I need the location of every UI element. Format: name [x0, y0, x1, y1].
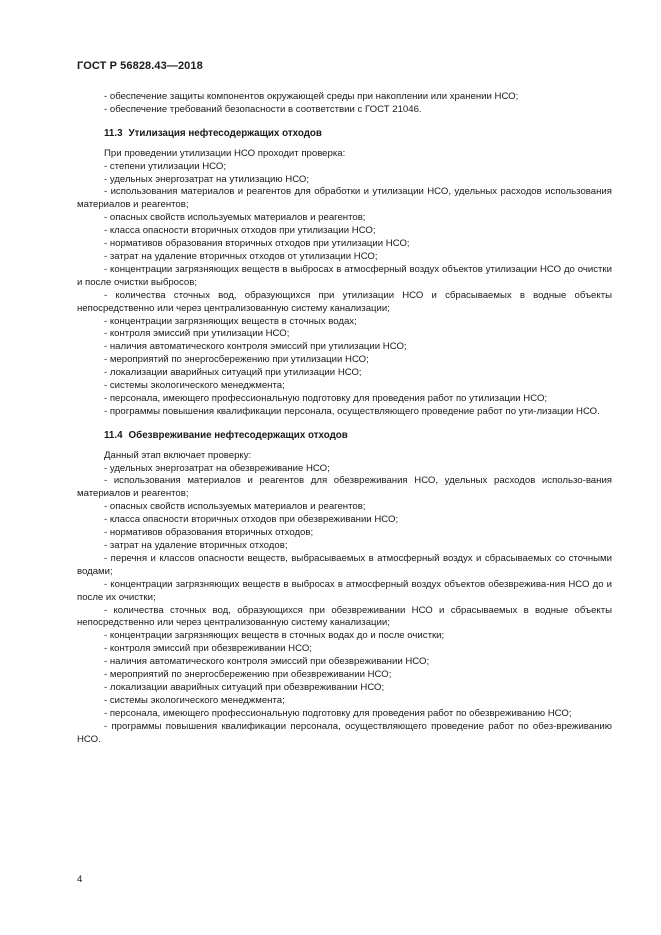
document-body [77, 91, 612, 747]
section-intro: При проведении утилизации НСО проходит проверка: [104, 147, 346, 159]
list-item: - контроля эмиссий при утилизации НСО; [104, 328, 290, 340]
list-item: - локализации аварийных ситуаций при обезвреживании НСО; [104, 681, 385, 693]
list-item: - степени утилизации НСО; [104, 160, 227, 172]
intro-list [77, 91, 612, 117]
list-item: - мероприятий по энергосбережению при обезвреживании НСО; [104, 669, 392, 681]
list-item: - использования материалов и реагентов для обработки и утилизации НСО, удельных расходов использования материалов и реагентов; [77, 186, 612, 211]
page-number: 4 [77, 874, 83, 885]
list-item: - удельных энергозатрат на утилизацию НСО; [104, 173, 310, 185]
list-item: - контроля эмиссий при обезвреживании НСО; [104, 643, 312, 655]
list-item: - класса опасности вторичных отходов при обезвреживании НСО; [104, 514, 399, 526]
section-heading-11-4 [77, 430, 612, 443]
document-header: ГОСТ Р 56828.43—2018 [77, 60, 203, 72]
list-item: - количества сточных вод, образующихся при обезвреживании НСО и сбрасываемых в водные объекты непосредственно или через централизованную систему канализации; [77, 604, 612, 629]
list-item: - опасных свойств используемых материалов и реагентов; [104, 212, 366, 224]
section-number: 11.4 [104, 429, 123, 441]
list-item: - программы повышения квалификации персонала, осуществляющего проведение работ по ути-лизации НСО. [104, 405, 600, 417]
list-item: - персонала, имеющего профессиональную подготовку для проведения работ по обезвреживанию НСО; [104, 707, 572, 719]
section-title: Утилизация нефтесодержащих отходов [128, 127, 322, 139]
list-item: - нормативов образования вторичных отходов при утилизации НСО; [104, 238, 410, 250]
list-item: - концентрации загрязняющих веществ в сточных водах; [104, 315, 357, 327]
list-item: - локализации аварийных ситуаций при утилизации НСО; [104, 367, 362, 379]
list-item: - мероприятий по энергосбережению при утилизации НСО; [104, 354, 369, 366]
list-item: - системы экологического менеджмента; [104, 380, 285, 392]
list-item: - класса опасности вторичных отходов при утилизации НСО; [104, 225, 376, 237]
list-item: - количества сточных вод, образующихся при утилизации НСО и сбрасываемых в водные объекты непосредственно или через централизованную систему канализации; [77, 289, 612, 314]
list-item: - концентрации загрязняющих веществ в выбросах в атмосферный воздух объектов обезврежива-ния НСО до и после их очистки; [77, 578, 612, 603]
section-11-3-list [77, 161, 612, 419]
list-item: - системы экологического менеджмента; [104, 694, 285, 706]
list-item: - программы повышения квалификации персонала, осуществляющего проведение работ по обез-вреживанию НСО. [77, 720, 612, 745]
list-item: - опасных свойств используемых материалов и реагентов; [104, 501, 366, 513]
list-item: - обеспечение защиты компонентов окружающей среды при накоплении или хранении НСО; [104, 91, 519, 102]
list-item: - удельных энергозатрат на обезвреживание НСО; [104, 462, 330, 474]
list-item: - наличия автоматического контроля эмиссий при утилизации НСО; [104, 341, 407, 353]
list-item: - затрат на удаление вторичных отходов от утилизации НСО; [104, 250, 378, 262]
list-item: - концентрации загрязняющих веществ в выбросах в атмосферный воздух объектов утилизации НСО до очистки и после очистки выбросов; [77, 263, 612, 288]
list-item: - наличия автоматического контроля эмиссий при обезвреживании НСО; [104, 656, 430, 668]
list-item: - концентрации загрязняющих веществ в сточных водах до и после очистки; [104, 630, 445, 642]
section-heading-11-3 [77, 128, 612, 141]
section-title: Обезвреживание нефтесодержащих отходов [128, 429, 348, 441]
list-item: - нормативов образования вторичных отходов; [104, 527, 314, 539]
section-11-4-list [77, 463, 612, 747]
list-item: - персонала, имеющего профессиональную подготовку для проведения работ по утилизации НСО; [104, 392, 548, 404]
section-intro: Данный этап включает проверку: [104, 449, 252, 461]
section-number: 11.3 [104, 127, 123, 139]
list-item: - затрат на удаление вторичных отходов; [104, 540, 288, 551]
list-item: - перечня и классов опасности веществ, выбрасываемых в атмосферный воздух и сбрасываемых со сточными водами; [77, 552, 612, 577]
list-item: - использования материалов и реагентов для обезвреживания НСО, удельных расходов использо-вания материалов и реагентов; [77, 475, 612, 500]
list-item: - обеспечение требований безопасности в соответствии с ГОСТ 21046. [104, 103, 422, 115]
